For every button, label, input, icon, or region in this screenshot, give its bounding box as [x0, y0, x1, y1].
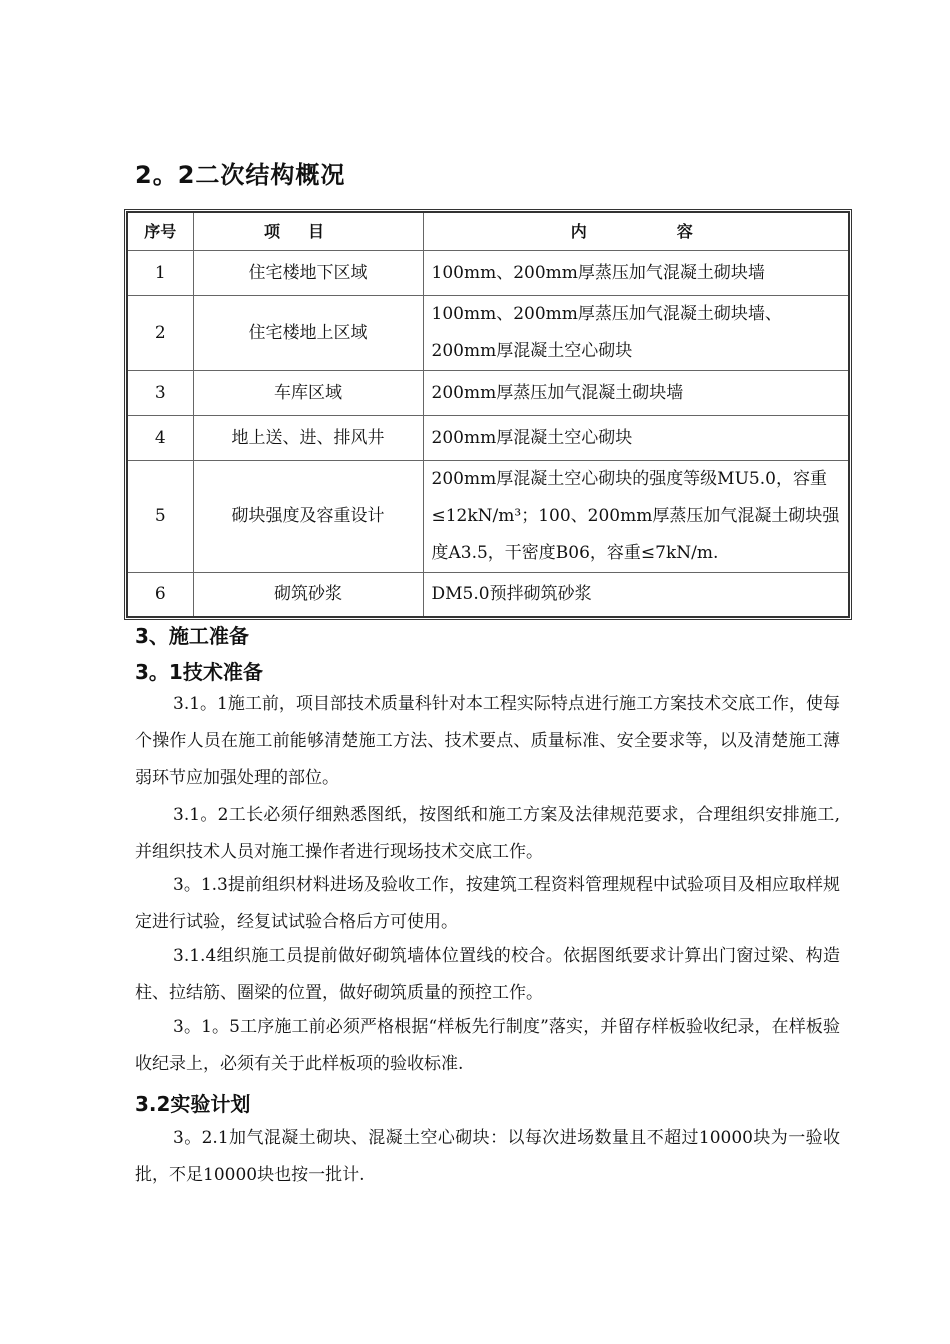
table-row	[127, 416, 849, 461]
row-content: 200mm厚混凝土空心砌块	[423, 416, 849, 461]
row-no: 3	[127, 371, 193, 416]
section-3-1-heading: 3。1技术准备	[135, 660, 263, 684]
row-item: 砌筑砂浆	[193, 573, 423, 617]
row-no: 5	[127, 461, 193, 573]
paragraph-3-1-3: 3。1.3提前组织材料进场及验收工作，按建筑工程资料管理规程中试验项目及相应取样规定进行试验，经复试试验合格后方可使用。	[135, 875, 840, 932]
paragraph-3-1-1: 3.1。1施工前，项目部技术质量科针对本工程实际特点进行施工方案技术交底工作，使每个操作人员在施工前能够清楚施工方法、技术要点、质量标准、安全要求等，以及清楚施工薄弱环节应加强处理的部位。	[135, 694, 840, 788]
row-item: 住宅楼地下区域	[193, 251, 423, 296]
row-no: 4	[127, 416, 193, 461]
row-content: 200mm厚混凝土空心砌块的强度等级MU5.0，容重≤12kN/m³；100、200mm厚蒸压加气混凝土砌块强度A3.5，干密度B06，容重≤7kN/m.	[423, 461, 849, 573]
header-no: 序号	[127, 212, 193, 251]
row-no: 6	[127, 573, 193, 617]
table-row	[127, 573, 849, 617]
row-content: 100mm、200mm厚蒸压加气混凝土砌块墙	[423, 251, 849, 296]
row-no: 1	[127, 251, 193, 296]
section-3-heading: 3、施工准备	[135, 624, 249, 648]
table-row	[127, 251, 849, 296]
row-content: 200mm厚蒸压加气混凝土砌块墙	[423, 371, 849, 416]
secondary-structure-table	[126, 211, 850, 618]
row-item: 车库区域	[193, 371, 423, 416]
table-row	[127, 461, 849, 573]
header-item: 项目	[193, 212, 423, 251]
row-item: 住宅楼地上区域	[193, 296, 423, 371]
paragraph-3-1-2: 3.1。2工长必须仔细熟悉图纸，按图纸和施工方案及法律规范要求，合理组织安排施工,并组织技术人员对施工操作者进行现场技术交底工作。	[135, 805, 840, 862]
row-content: 100mm、200mm厚蒸压加气混凝土砌块墙、200mm厚混凝土空心砌块	[423, 296, 849, 371]
row-item: 砌块强度及容重设计	[193, 461, 423, 573]
paragraph-3-1-5: 3。1。5工序施工前必须严格根据“样板先行制度”落实，并留存样板验收纪录，在样板验收纪录上，必须有关于此样板项的验收标准.	[135, 1017, 840, 1074]
table-row	[127, 371, 849, 416]
row-item: 地上送、进、排风井	[193, 416, 423, 461]
header-content: 内容	[423, 212, 849, 251]
paragraph-3-2-1: 3。2.1加气混凝土砌块、混凝土空心砌块：以每次进场数量且不超过10000块为一验收批，不足10000块也按一批计.	[135, 1128, 840, 1185]
section-2-2-heading: 2。2二次结构概况	[135, 161, 346, 189]
table-header-row	[127, 212, 849, 251]
row-no: 2	[127, 296, 193, 371]
row-content: DM5.0预拌砌筑砂浆	[423, 573, 849, 617]
table-row	[127, 296, 849, 371]
section-3-2-heading: 3.2实验计划	[135, 1092, 251, 1116]
paragraph-3-1-4: 3.1.4组织施工员提前做好砌筑墙体位置线的校合。依据图纸要求计算出门窗过梁、构造柱、拉结筋、圈梁的位置，做好砌筑质量的预控工作。	[135, 946, 840, 1003]
